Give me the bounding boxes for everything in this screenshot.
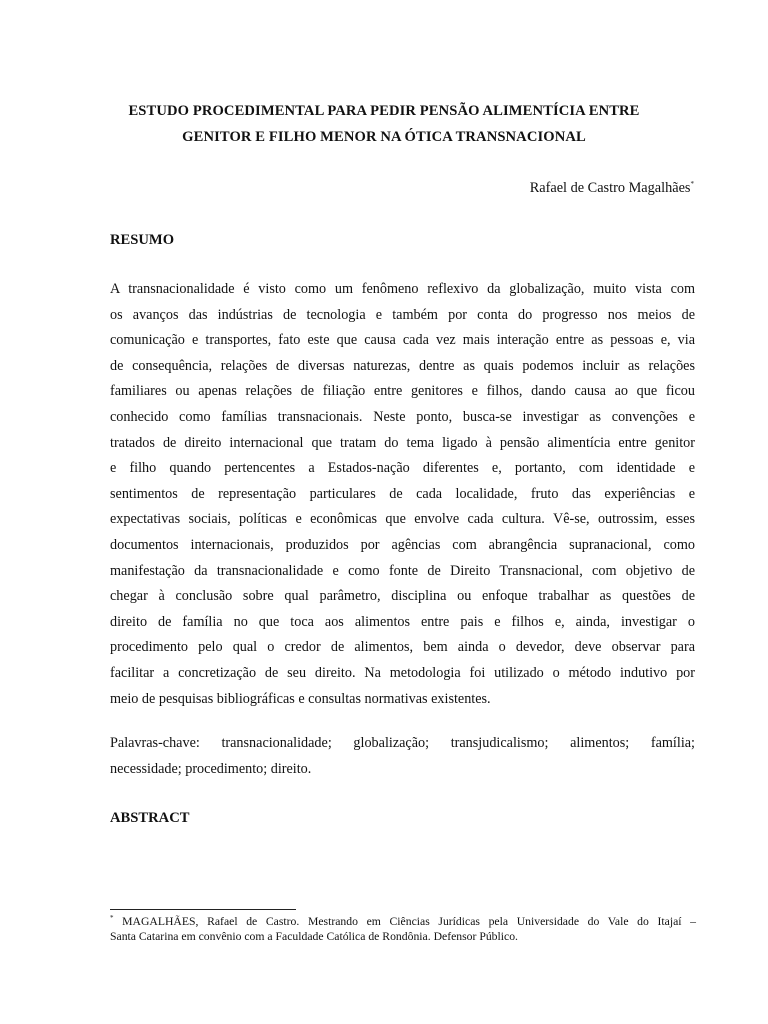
abstract-heading: ABSTRACT	[110, 810, 190, 826]
resumo-line: os avanços das indústrias de tecnologia e também por conta do progresso nos meios de	[110, 306, 695, 323]
resumo-line: comunicação e transportes, fato este que causa cada vez mais interação entre as pessoas e, via	[110, 332, 695, 349]
resumo-line: documentos internacionais, produzidos por agências com abrangência supranacional, como	[110, 536, 695, 553]
resumo-line: direito de família no que toca aos alimentos entre pais e filhos e, ainda, investigar o	[110, 613, 695, 630]
footnote-line-2: Santa Catarina em convênio com a Faculdade Católica de Rondônia. Defensor Público.	[110, 930, 518, 943]
resumo-heading: RESUMO	[110, 232, 175, 248]
resumo-line: familiares ou apenas relações de filiação entre genitores e filhos, dando causa ao que ficou	[110, 383, 695, 400]
resumo-line: facilitar a concretização de seu direito. Na metodologia foi utilizado o método indutivo por	[110, 664, 695, 681]
resumo-line: A transnacionalidade é visto como um fenômeno reflexivo da globalização, muito vista com	[110, 281, 695, 297]
resumo-line: conhecido como famílias transnacionais. Neste ponto, busca-se investigar as convenções e	[110, 408, 695, 425]
resumo-line: expectativas sociais, políticas e econômicas que envolve cada cultura. Vê-se, outrossim, esses	[110, 511, 695, 528]
resumo-line: sentimentos de representação particulares de cada localidade, fruto das experiências e	[110, 485, 695, 502]
resumo-paragraph	[110, 277, 695, 712]
resumo-line: manifestação da transnacionalidade e como fonte de Direito Transnacional, com objetivo de	[110, 562, 695, 579]
resumo-line: chegar à conclusão sobre qual parâmetro, disciplina ou enfoque trabalhar as questões de	[110, 588, 695, 605]
resumo-line: tratados de direito internacional que tratam do tema ligado à pensão alimentícia entre genitor	[110, 434, 695, 451]
keywords-paragraph	[110, 731, 695, 782]
footnote-mark: *	[110, 914, 114, 923]
footnote-text-1: MAGALHÃES, Rafael de Castro. Mestrando em Ciências Jurídicas pela Universidade do Vale do Itajaí –	[113, 915, 696, 928]
title-line-2: GENITOR E FILHO MENOR NA ÓTICA TRANSNACIONAL	[182, 129, 586, 145]
footnote	[110, 914, 696, 944]
document-title	[100, 98, 668, 150]
title-line-1: ESTUDO PROCEDIMENTAL PARA PEDIR PENSÃO ALIMENTÍCIA ENTRE	[128, 103, 640, 119]
author-name	[530, 178, 694, 198]
keywords-line: Palavras-chave: transnacionalidade; globalização; transjudicalismo; alimentos; família;	[110, 735, 695, 751]
resumo-line: e filho quando pertencentes a Estados-nação diferentes e, portanto, com identidade e	[110, 460, 695, 477]
resumo-line: de consequência, relações de diversas naturezas, dentre as quais podemos incluir as relações	[110, 357, 695, 374]
resumo-line: meio de pesquisas bibliográficas e consultas normativas existentes.	[110, 690, 491, 707]
footnote-divider	[110, 909, 296, 910]
footnote-line-1	[110, 914, 696, 929]
keywords-line: necessidade; procedimento; direito.	[110, 760, 312, 777]
resumo-line: procedimento pelo qual o credor de alimentos, bem ainda o devedor, deve observar para	[110, 639, 695, 656]
author-footnote-mark[interactable]: *	[690, 180, 694, 189]
author-name-text: Rafael de Castro Magalhães	[529, 180, 691, 196]
